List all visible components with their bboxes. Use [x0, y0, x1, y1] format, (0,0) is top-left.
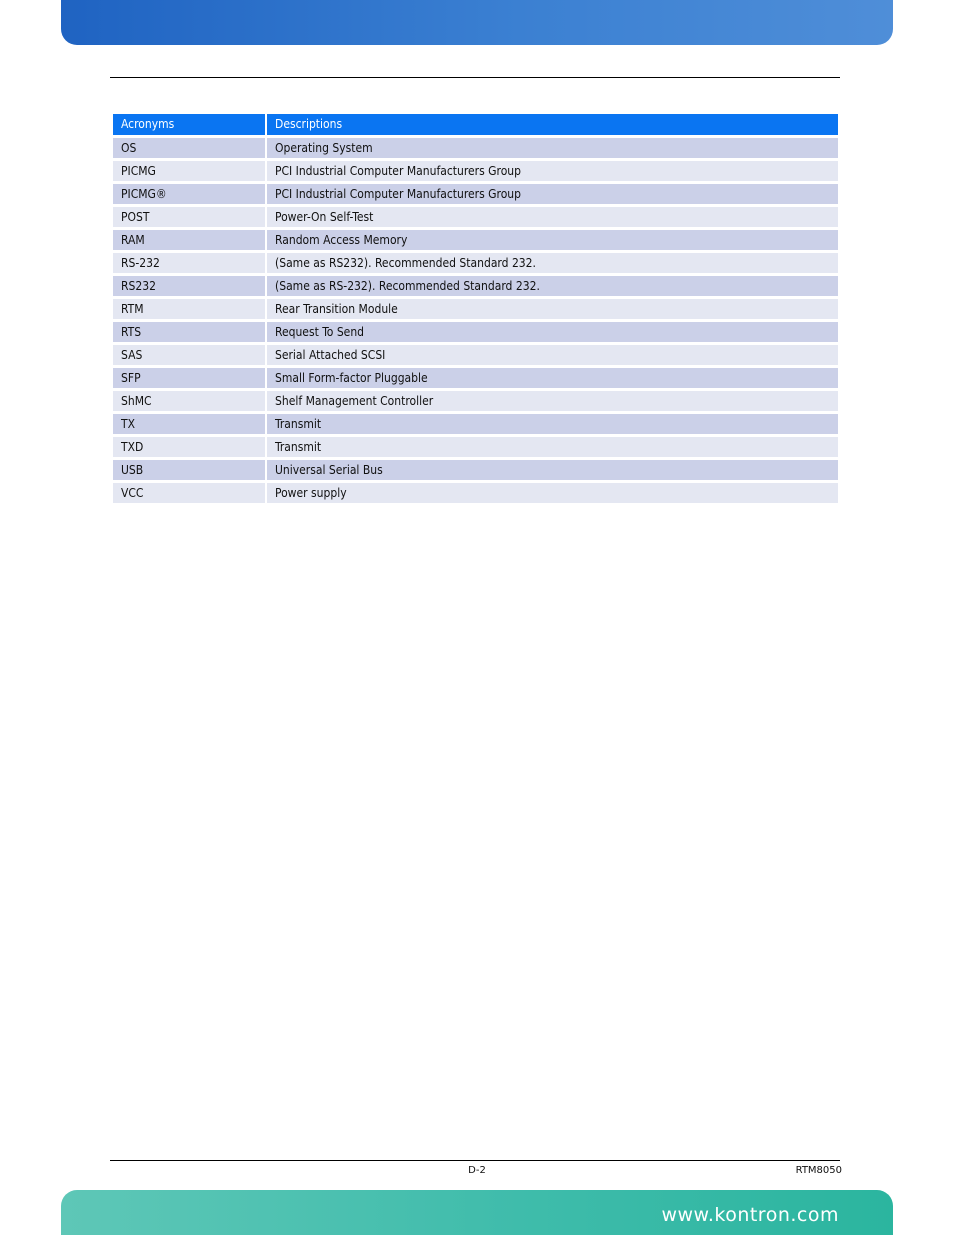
- acronym-cell: PICMG®: [113, 184, 265, 204]
- description-cell: Universal Serial Bus: [267, 460, 838, 480]
- table-row: [113, 483, 838, 503]
- acronym-cell: RTM: [113, 299, 265, 319]
- acronym-cell: ShMC: [113, 391, 265, 411]
- acronym-cell: OS: [113, 138, 265, 158]
- acronym-cell: USB: [113, 460, 265, 480]
- table-row: [113, 184, 838, 204]
- table-row: [113, 207, 838, 227]
- page-number: D-2: [468, 1165, 486, 1176]
- table-row: [113, 368, 838, 388]
- table-row: [113, 322, 838, 342]
- description-cell: Small Form-factor Pluggable: [267, 368, 838, 388]
- table-row: [113, 161, 838, 181]
- website-link[interactable]: www.kontron.com: [661, 1204, 839, 1226]
- description-cell: PCI Industrial Computer Manufacturers Group: [267, 161, 838, 181]
- acronym-cell: VCC: [113, 483, 265, 503]
- table-row: [113, 253, 838, 273]
- description-cell: Transmit: [267, 437, 838, 457]
- acronyms-table: [111, 111, 840, 506]
- top-rule: [110, 77, 840, 78]
- footer-band: [61, 1190, 893, 1235]
- acronym-cell: POST: [113, 207, 265, 227]
- description-cell: Operating System: [267, 138, 838, 158]
- description-cell: Power-On Self-Test: [267, 207, 838, 227]
- table-row: [113, 138, 838, 158]
- acronym-cell: PICMG: [113, 161, 265, 181]
- table-row: [113, 299, 838, 319]
- table-row: [113, 414, 838, 434]
- acronym-cell: RTS: [113, 322, 265, 342]
- acronym-cell: RAM: [113, 230, 265, 250]
- table-header-row: [113, 114, 838, 135]
- header-band: [61, 0, 893, 45]
- document-code: RTM8050: [795, 1165, 842, 1176]
- description-cell: Random Access Memory: [267, 230, 838, 250]
- description-cell: (Same as RS-232). Recommended Standard 232.: [267, 276, 838, 296]
- acronym-cell: RS-232: [113, 253, 265, 273]
- description-cell: Shelf Management Controller: [267, 391, 838, 411]
- description-cell: Transmit: [267, 414, 838, 434]
- description-cell: PCI Industrial Computer Manufacturers Group: [267, 184, 838, 204]
- description-cell: (Same as RS232). Recommended Standard 232.: [267, 253, 838, 273]
- acronym-cell: SFP: [113, 368, 265, 388]
- table-row: [113, 460, 838, 480]
- table-row: [113, 230, 838, 250]
- table-row: [113, 276, 838, 296]
- bottom-rule: [110, 1160, 840, 1161]
- header-descriptions: Descriptions: [267, 114, 838, 135]
- table-row: [113, 391, 838, 411]
- table-row: [113, 345, 838, 365]
- acronym-cell: TX: [113, 414, 265, 434]
- description-cell: Request To Send: [267, 322, 838, 342]
- acronym-cell: SAS: [113, 345, 265, 365]
- description-cell: Serial Attached SCSI: [267, 345, 838, 365]
- acronym-cell: RS232: [113, 276, 265, 296]
- acronym-cell: TXD: [113, 437, 265, 457]
- description-cell: Rear Transition Module: [267, 299, 838, 319]
- header-acronyms: Acronyms: [113, 114, 265, 135]
- table-row: [113, 437, 838, 457]
- description-cell: Power supply: [267, 483, 838, 503]
